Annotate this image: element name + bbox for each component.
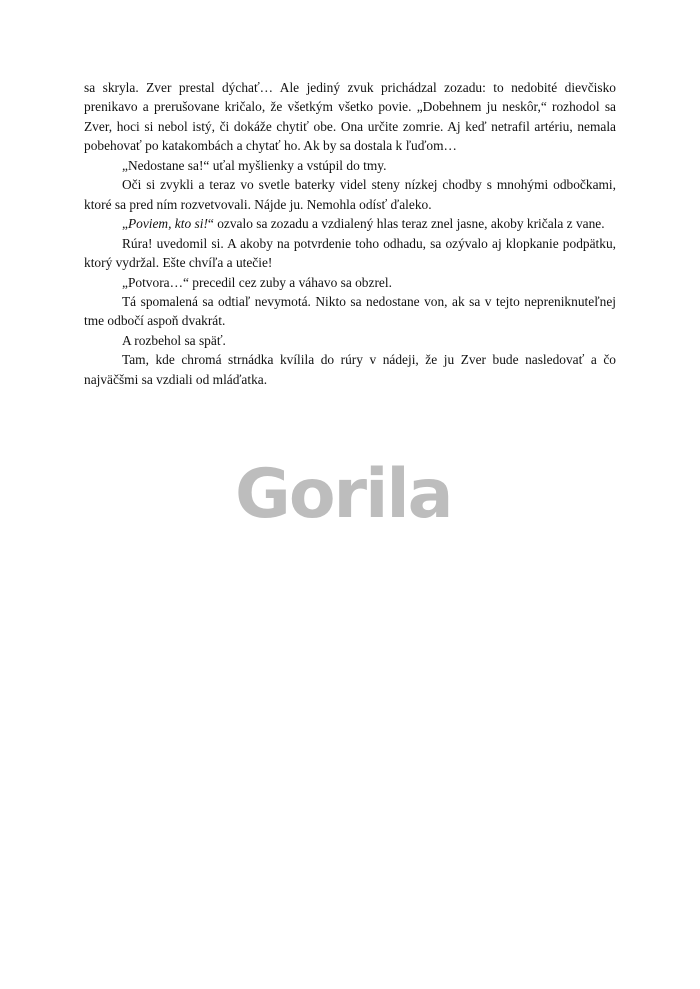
paragraph: Tam, kde chromá strnádka kvílila do rúry v nádeji, že ju Zver bude nasledovať a čo najväčšmi sa vzdiali od mláďatka.	[84, 352, 616, 387]
quote-rest: “ ozvalo sa zozadu a vzdialený hlas teraz znel jasne, akoby kričala z vane.	[207, 216, 605, 232]
paragraph: Rúra! uvedomil si. A akoby na potvrdenie toho odhadu, sa ozývalo aj klopkanie podpätku, ktorý vydržal. Ešte chvíľa a utečie!	[84, 235, 616, 271]
quote-open: „	[122, 216, 128, 232]
paragraph	[84, 214, 616, 233]
italic-quote: Poviem, kto si!	[127, 216, 208, 232]
page-body	[84, 78, 616, 389]
paragraph: „Potvora…“ precedil cez zuby a váhavo sa obzrel.	[122, 274, 392, 290]
paragraph: Oči si zvykli a teraz vo svetle baterky videl steny nízkej chodby s mnohými odbočkami, ktoré sa pred ním rozvetvovali. Nájde ju. Nemohla odísť ďaleko.	[84, 177, 616, 212]
paragraph: sa skryla. Zver prestal dýchať… Ale jediný zvuk prichádzal zozadu: to nedobité dievčisko prenikavo a prerušovane kričalo, že všetkým všetko povie. „Dobehnem ju neskôr,“ rozhodol sa Zver, hoci si nebol istý, či dokáže chytiť obe. Ona určite zomrie. Aj keď netrafil artériu, nemala pobehovať po katakombách a chytať ho. Ak by sa dostala k ľuďom…	[84, 80, 616, 154]
paragraph: „Nedostane sa!“ uťal myšlienky a vstúpil do tmy.	[122, 157, 387, 173]
gorila-watermark-logo: Gorila	[235, 455, 452, 534]
paragraph: Tá spomalená sa odtiaľ nevymotá. Nikto sa nedostane von, ak sa v tejto nepreniknuteľnej tme odbočí aspoň dvakrát.	[84, 293, 616, 329]
paragraph: A rozbehol sa späť.	[122, 332, 226, 348]
